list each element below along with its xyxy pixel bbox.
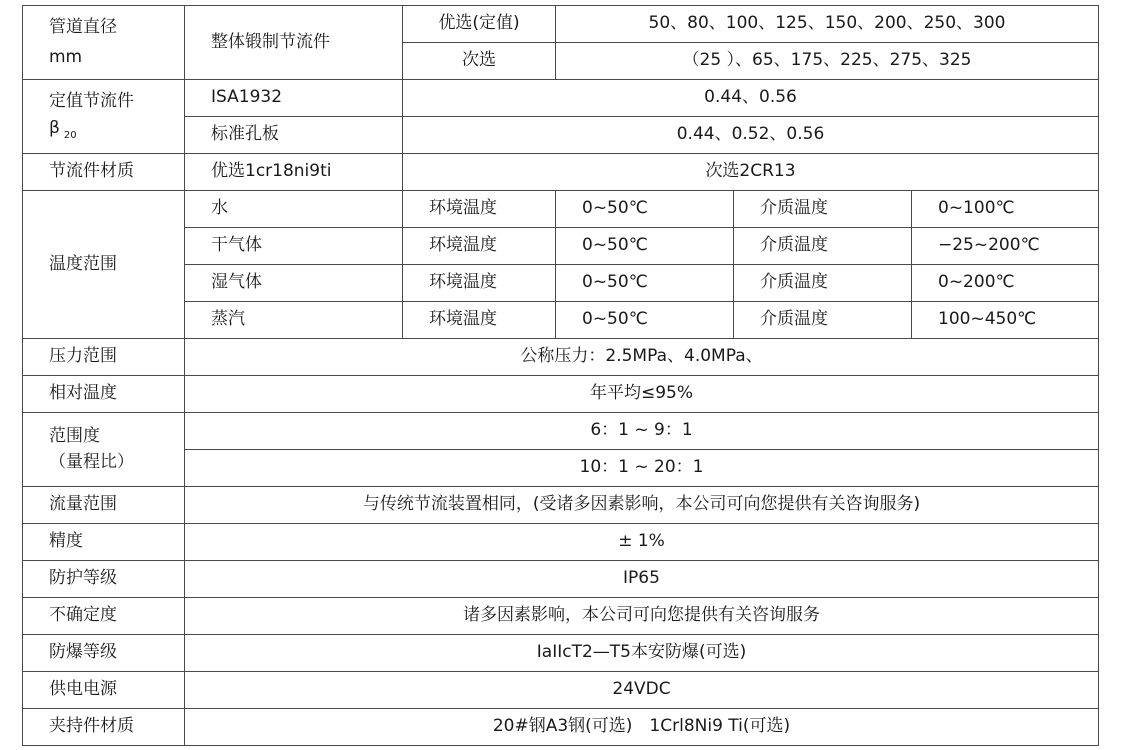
clamp-row: [23, 709, 1099, 746]
explosion-value: IaIIcT2—T5本安防爆(可选): [185, 635, 1099, 672]
material-preferred: 优选1cr18ni9ti: [185, 154, 403, 191]
clamp-label: 夹持件材质: [23, 709, 185, 746]
beta-label-line1: 定值节流件: [49, 90, 134, 111]
temp-ambient-value: 0~50℃: [556, 191, 734, 228]
temp-ambient-label: 环境温度: [403, 302, 556, 339]
secondary-values: （25 ）、65、175、225、275、325: [556, 43, 1099, 80]
temp-medium-value: 0~100℃: [912, 191, 1099, 228]
pipe-row-1: [23, 6, 1099, 43]
temp-medium-label: 介质温度: [734, 228, 912, 265]
turndown-label-line1: 范围度: [49, 425, 100, 446]
temp-ambient-label: 环境温度: [403, 265, 556, 302]
pressure-label: 压力范围: [23, 339, 185, 376]
flow-row: [23, 487, 1099, 524]
power-row: [23, 672, 1099, 709]
temp-medium-value: 0~200℃: [912, 265, 1099, 302]
preferred-values: 50、80、100、125、150、200、250、300: [556, 6, 1099, 43]
pressure-row: [23, 339, 1099, 376]
turndown-value-2: 10：1 ~ 20：1: [185, 450, 1099, 487]
protection-label: 防护等级: [23, 561, 185, 598]
temp-medium-label: 介质温度: [734, 265, 912, 302]
material-label: 节流件材质: [23, 154, 185, 191]
temp-medium-label: 介质温度: [734, 191, 912, 228]
accuracy-row: [23, 524, 1099, 561]
protection-row: [23, 561, 1099, 598]
beta-row-2: [23, 117, 1099, 154]
power-label: 供电电源: [23, 672, 185, 709]
beta-label: [23, 80, 185, 154]
uncertainty-label: 不确定度: [23, 598, 185, 635]
temperature-label: 温度范围: [23, 191, 185, 339]
clamp-value: 20#钢A3钢(可选) 1Crl8Ni9 Ti(可选): [185, 709, 1099, 746]
temp-ambient-value: 0~50℃: [556, 228, 734, 265]
pipe-label-line2: mm: [49, 46, 83, 67]
protection-value: IP65: [185, 561, 1099, 598]
temp-medium: 水: [185, 191, 403, 228]
temp-medium-value: −25~200℃: [912, 228, 1099, 265]
humidity-row: [23, 376, 1099, 413]
temp-row-wet-gas: [23, 265, 1099, 302]
temp-ambient-value: 0~50℃: [556, 302, 734, 339]
uncertainty-value: 诸多因素影响，本公司可向您提供有关咨询服务: [185, 598, 1099, 635]
power-value: 24VDC: [185, 672, 1099, 709]
uncertainty-row: [23, 598, 1099, 635]
isa-values: 0.44、0.56: [403, 80, 1099, 117]
beta-subscript: 20: [63, 129, 77, 141]
beta-symbol: β: [49, 118, 60, 139]
turndown-value-1: 6：1 ~ 9：1: [185, 413, 1099, 450]
forged-cell: 整体锻制节流件: [185, 6, 403, 80]
temp-ambient-value: 0~50℃: [556, 265, 734, 302]
preferred-label: 优选(定值): [403, 6, 556, 43]
spec-table: [22, 5, 1099, 746]
humidity-value: 年平均≤95%: [185, 376, 1099, 413]
temp-medium: 干气体: [185, 228, 403, 265]
turndown-row-2: [23, 450, 1099, 487]
accuracy-value: ± 1%: [185, 524, 1099, 561]
temp-medium-label: 介质温度: [734, 302, 912, 339]
isa-label: ISA1932: [185, 80, 403, 117]
temp-ambient-label: 环境温度: [403, 228, 556, 265]
explosion-row: [23, 635, 1099, 672]
temp-row-water: [23, 191, 1099, 228]
beta-row-1: [23, 80, 1099, 117]
pipe-label: [23, 6, 185, 80]
accuracy-label: 精度: [23, 524, 185, 561]
temp-medium-value: 100~450℃: [912, 302, 1099, 339]
humidity-label: 相对温度: [23, 376, 185, 413]
orifice-values: 0.44、0.52、0.56: [403, 117, 1099, 154]
pipe-label-line1: 管道直径: [49, 16, 117, 37]
orifice-label: 标准孔板: [185, 117, 403, 154]
temp-row-steam: [23, 302, 1099, 339]
temp-row-dry-gas: [23, 228, 1099, 265]
temp-ambient-label: 环境温度: [403, 191, 556, 228]
flow-value: 与传统节流装置相同，(受诸多因素影响，本公司可向您提供有关咨询服务): [185, 487, 1099, 524]
turndown-label: [23, 413, 185, 487]
turndown-label-line2: （量程比）: [49, 451, 134, 472]
explosion-label: 防爆等级: [23, 635, 185, 672]
material-row: [23, 154, 1099, 191]
pressure-value: 公称压力：2.5MPa、4.0MPa、: [185, 339, 1099, 376]
temp-medium: 湿气体: [185, 265, 403, 302]
secondary-label: 次选: [403, 43, 556, 80]
flow-label: 流量范围: [23, 487, 185, 524]
turndown-row-1: [23, 413, 1099, 450]
material-secondary: 次选2CR13: [403, 154, 1099, 191]
temp-medium: 蒸汽: [185, 302, 403, 339]
